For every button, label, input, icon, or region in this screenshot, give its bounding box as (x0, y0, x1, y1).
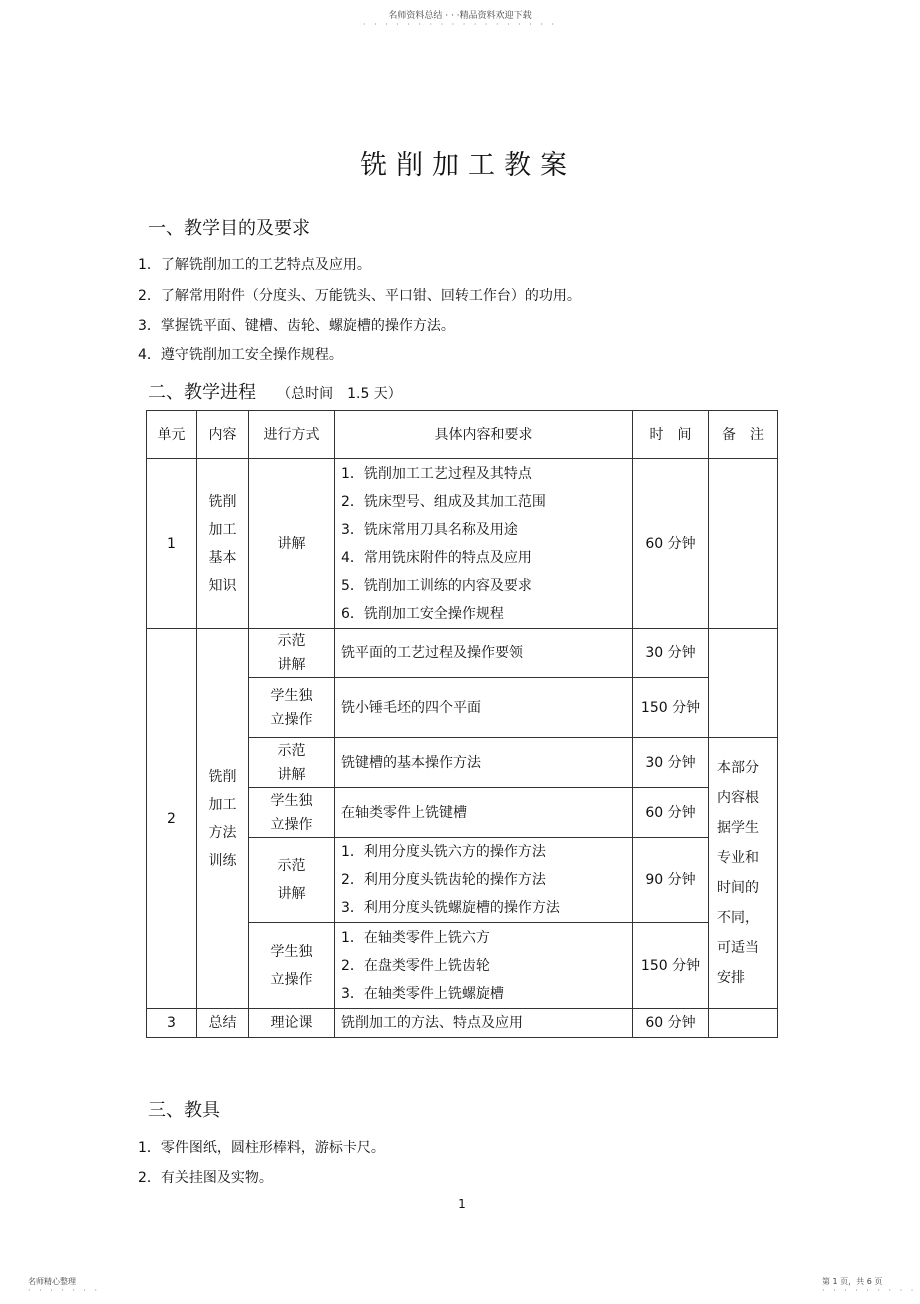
remark-empty (709, 1009, 778, 1038)
detail-line: 3．在轴类零件上铣螺旋槽 (341, 985, 504, 1002)
details: 在轴类零件上铣键槽 (335, 788, 633, 838)
content-line: 基本 (208, 549, 237, 566)
method-line: 讲解 (277, 886, 306, 902)
section3-heading: 三、教具 (148, 1100, 220, 1121)
content-line: 训练 (208, 852, 237, 869)
method-line: 讲解 (277, 766, 306, 783)
header-method: 进行方式 (249, 411, 335, 459)
method: 讲解 (249, 459, 335, 629)
page-indicator: 第 1 页，共 6 页 (822, 1277, 883, 1286)
method-line: 示范 (277, 858, 306, 874)
content-line: 铣削 (208, 768, 237, 785)
time: 150 分钟 (633, 678, 709, 738)
teaching-schedule-table (146, 410, 778, 1038)
header-remark: 备 注 (709, 411, 778, 459)
table-header-row (147, 411, 778, 459)
total-time-note: （总时间 1.5 天） (277, 386, 402, 402)
details (335, 923, 633, 1009)
method (249, 923, 335, 1009)
unit-number: 3 (147, 1009, 197, 1038)
unit-number: 2 (147, 629, 197, 1009)
header-time: 时 间 (633, 411, 709, 459)
objective-item: 2．了解常用附件（分度头、万能铣头、平口钳、回转工作台）的功用。 (138, 288, 581, 304)
detail-line: 3．利用分度头铣螺旋槽的操作方法 (341, 900, 560, 916)
time: 90 分钟 (633, 838, 709, 923)
footer-right (822, 1276, 916, 1295)
method (249, 838, 335, 923)
footer-left (28, 1276, 100, 1295)
header-unit: 单元 (147, 411, 197, 459)
detail-line: 1．利用分度头铣六方的操作方法 (341, 844, 546, 860)
detail-line: 2．利用分度头铣齿轮的操作方法 (341, 872, 546, 888)
remark-line: 安排 (717, 970, 745, 986)
method-line: 立操作 (270, 816, 313, 833)
remark-line: 不同， (717, 910, 759, 926)
unit-content: 总结 (197, 1009, 249, 1038)
remark-line: 时间的 (717, 880, 759, 896)
content-line: 方法 (208, 824, 237, 841)
details: 铣键槽的基本操作方法 (335, 738, 633, 788)
detail-line: 3．铣床常用刀具名称及用途 (341, 521, 518, 538)
table-row (147, 459, 778, 629)
unit-content (197, 629, 249, 1009)
teaching-aid-item: 1．零件图纸，圆柱形棒料，游标卡尺。 (138, 1140, 385, 1156)
time: 30 分钟 (633, 738, 709, 788)
section2-heading: 二、教学进程 (148, 382, 256, 403)
remark-empty (709, 629, 778, 738)
page-number: 1 (458, 1197, 466, 1211)
table-row (147, 629, 778, 678)
time: 30 分钟 (633, 629, 709, 678)
method-line: 学生独 (270, 792, 313, 809)
method-line: 示范 (277, 742, 306, 759)
header-details: 具体内容和要求 (335, 411, 633, 459)
detail-line: 6．铣削加工安全操作规程 (341, 605, 504, 622)
method-line: 讲解 (277, 657, 306, 673)
detail-line: 4．常用铣床附件的特点及应用 (341, 549, 532, 566)
detail-line: 2．铣床型号、组成及其加工范围 (341, 493, 546, 510)
detail-line: 5．铣削加工训练的内容及要求 (341, 577, 532, 594)
objective-item: 3．掌握铣平面、键槽、齿轮、螺旋槽的操作方法。 (138, 318, 455, 334)
time: 60 分钟 (633, 1009, 709, 1038)
content-line: 铣削 (208, 493, 237, 510)
table-row (147, 1009, 778, 1038)
remark-line: 专业和 (717, 850, 759, 866)
method (249, 678, 335, 738)
method: 理论课 (249, 1009, 335, 1038)
remark-line: 可适当 (717, 940, 759, 956)
footer-left-text: 名师精心整理 (28, 1277, 76, 1286)
watermark-header (0, 8, 920, 29)
objective-item: 1．了解铣削加工的工艺特点及应用。 (138, 257, 371, 273)
footer-right-dots: · · · · · · · · · (822, 1286, 917, 1295)
time: 150 分钟 (633, 923, 709, 1009)
section2-heading-row (148, 378, 402, 404)
details (335, 459, 633, 629)
watermark-header-dots: · · · · · · · · · · · · · · · · · · (362, 20, 557, 29)
content-line: 知识 (208, 577, 237, 594)
time: 60 分钟 (633, 788, 709, 838)
footer-left-dots: · · · · · · · (28, 1286, 101, 1295)
detail-line: 1．铣削加工工艺过程及其特点 (341, 465, 532, 482)
remark-empty (709, 459, 778, 629)
method-line: 学生独 (270, 943, 313, 960)
details (335, 838, 633, 923)
method-line: 学生独 (270, 687, 313, 704)
remark (709, 738, 778, 1009)
details: 铣小锤毛坯的四个平面 (335, 678, 633, 738)
details: 铣削加工的方法、特点及应用 (335, 1009, 633, 1038)
method-line: 示范 (277, 633, 306, 649)
details: 铣平面的工艺过程及操作要领 (335, 629, 633, 678)
section1-heading: 一、教学目的及要求 (148, 218, 310, 239)
method (249, 629, 335, 678)
detail-line: 1．在轴类零件上铣六方 (341, 929, 490, 946)
remark-line: 内容根 (717, 790, 759, 806)
teaching-aid-item: 2．有关挂图及实物。 (138, 1170, 273, 1186)
remark-line: 本部分 (717, 760, 759, 776)
time: 60 分钟 (633, 459, 709, 629)
method-line: 立操作 (270, 711, 313, 728)
header-content: 内容 (197, 411, 249, 459)
method-line: 立操作 (270, 971, 313, 988)
unit-number: 1 (147, 459, 197, 629)
document-title: 铣削加工教案 (360, 150, 576, 181)
method (249, 738, 335, 788)
unit-content (197, 459, 249, 629)
detail-line: 2．在盘类零件上铣齿轮 (341, 957, 490, 974)
content-line: 加工 (208, 521, 237, 538)
remark-line: 据学生 (717, 820, 759, 836)
method (249, 788, 335, 838)
objective-item: 4．遵守铣削加工安全操作规程。 (138, 347, 343, 363)
watermark-header-text: 名师资料总结 · · ·精品资料欢迎下载 (388, 11, 532, 21)
content-line: 加工 (208, 796, 237, 813)
